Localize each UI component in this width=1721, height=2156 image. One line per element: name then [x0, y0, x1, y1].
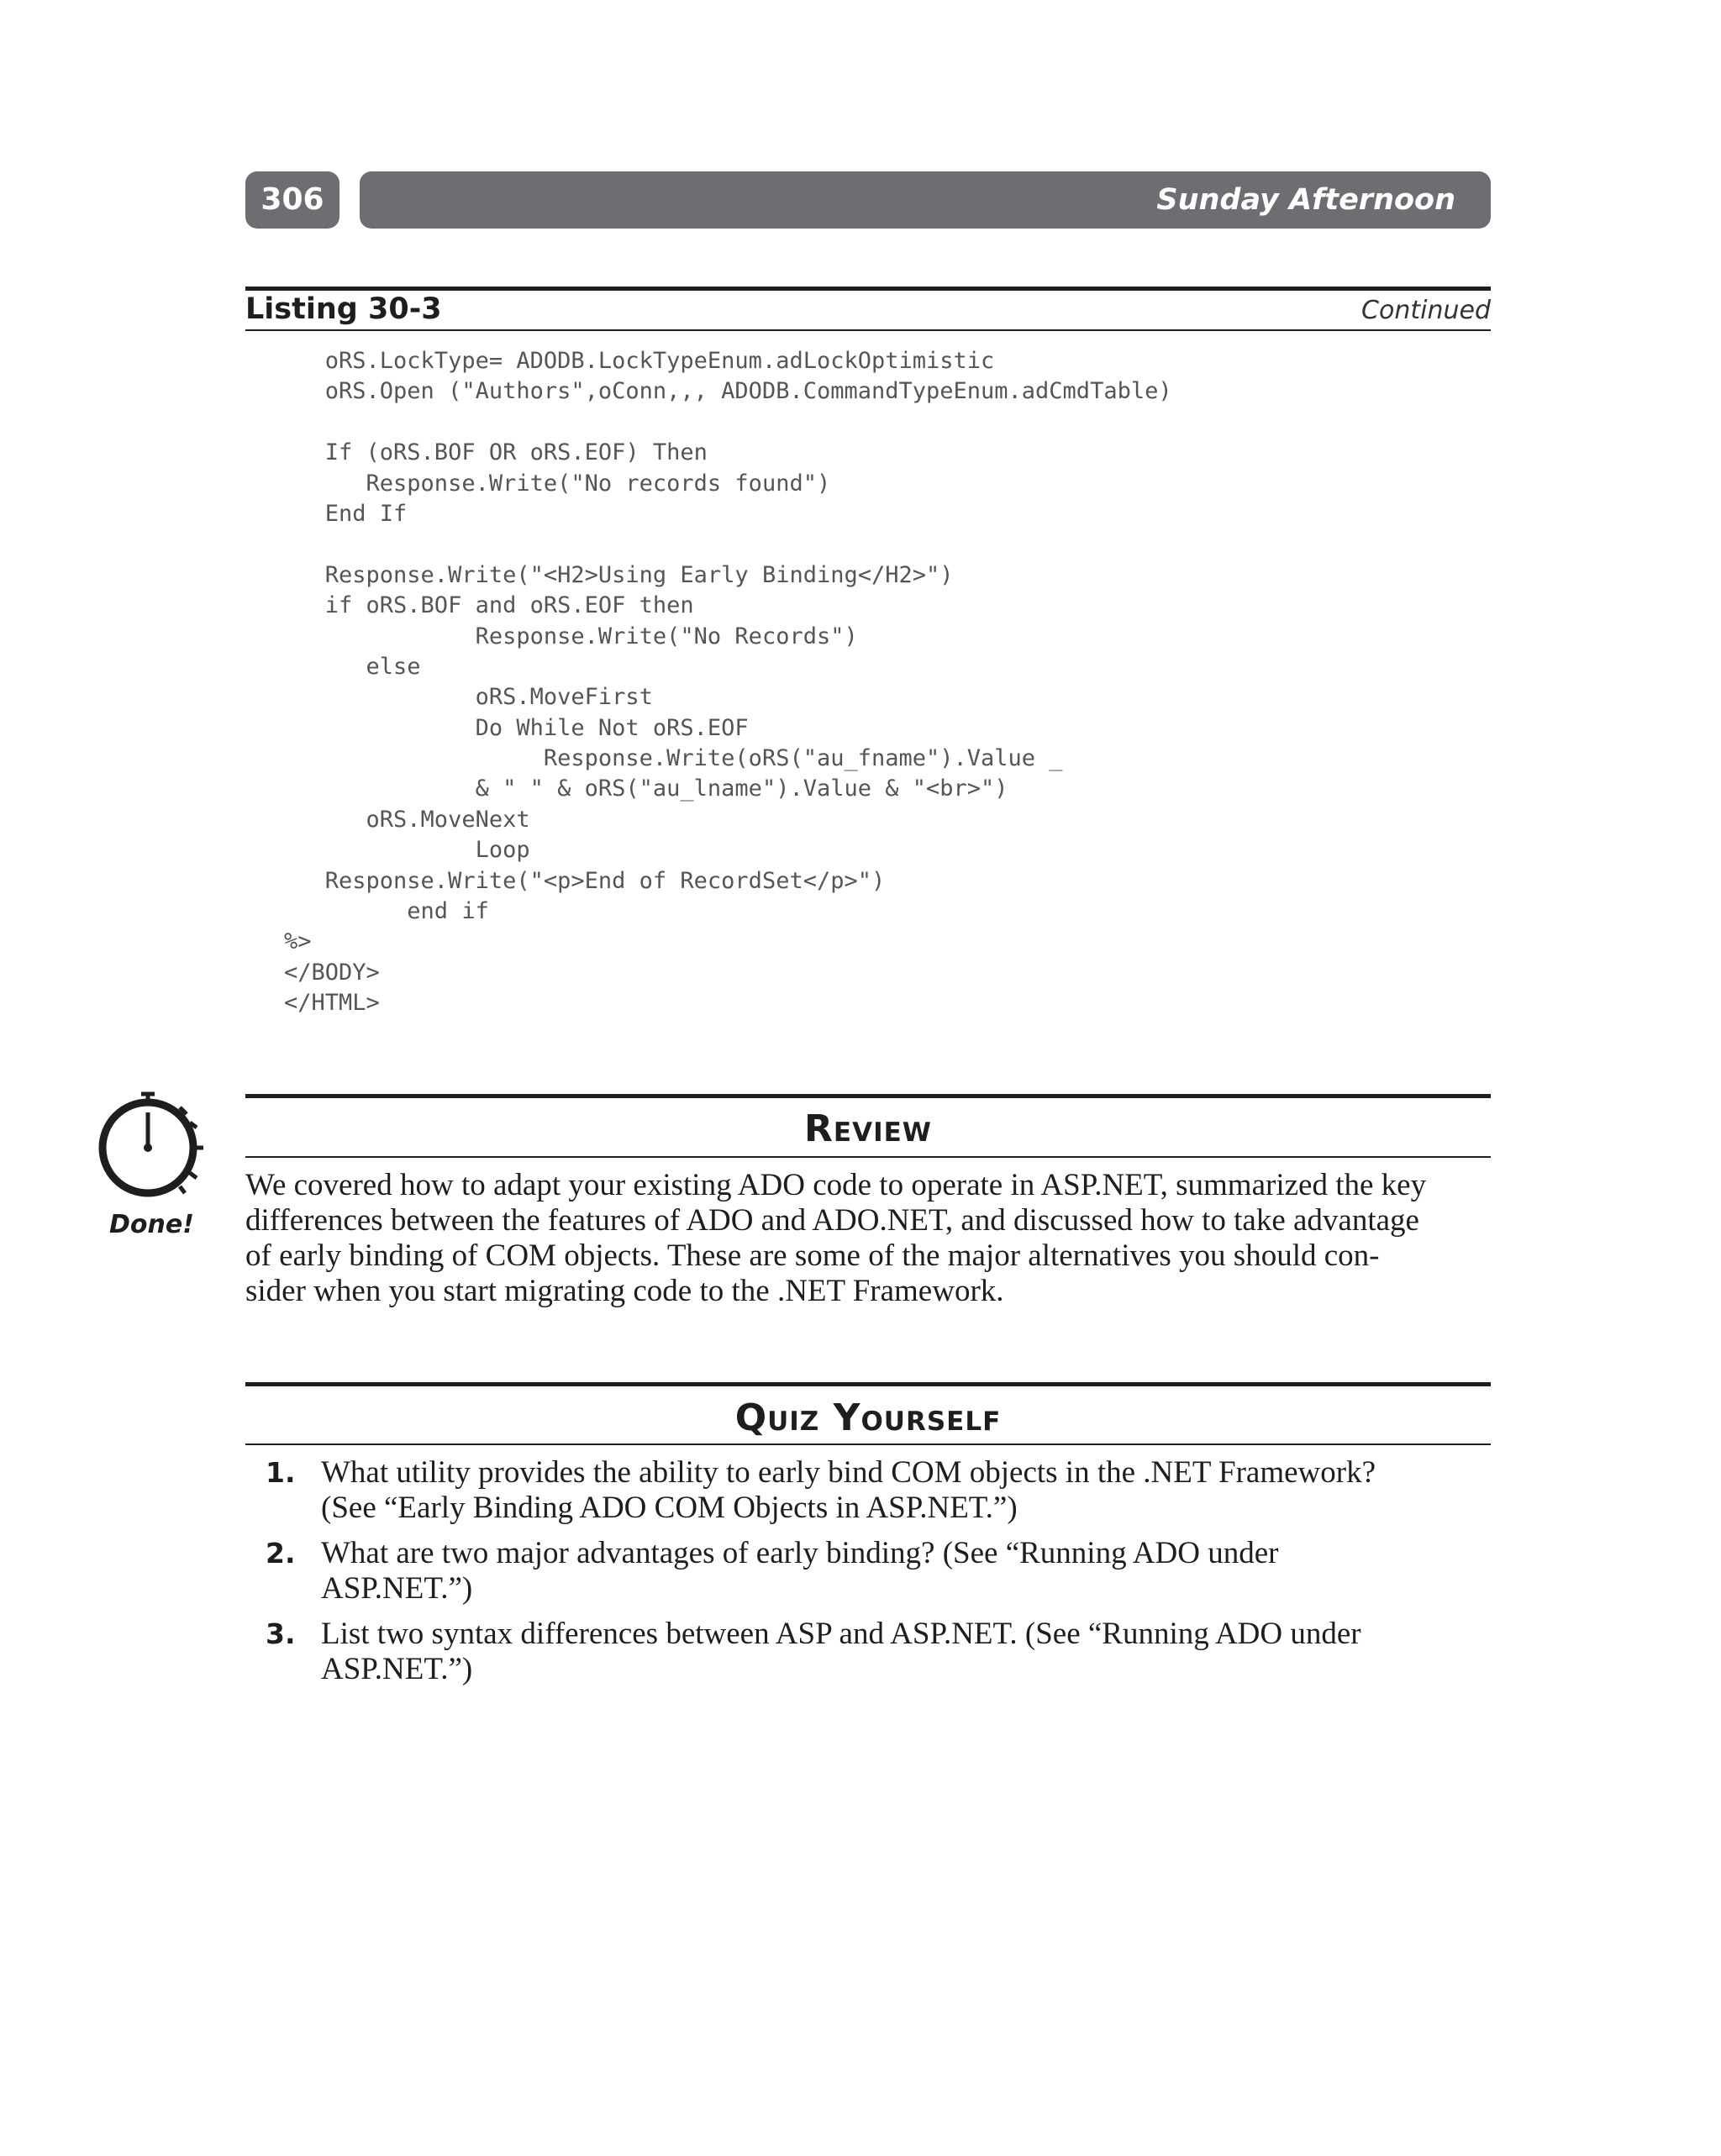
code-line: Response.Write("No records found")	[284, 470, 831, 497]
code-line: oRS.MoveFirst	[284, 684, 653, 711]
code-line: </HTML>	[284, 990, 380, 1017]
review-line: of early binding of COM objects. These are some of the major alternatives you should con-	[245, 1238, 1380, 1273]
code-line: Loop	[284, 837, 530, 864]
quiz-question	[245, 1455, 1491, 1526]
quiz-question-text: List two syntax differences between ASP and ASP.NET. (See “Running ADO under	[321, 1617, 1361, 1651]
quiz-heading: Quiz Yourself	[734, 1396, 1002, 1439]
code-line: Response.Write("<H2>Using Early Binding</H2>")	[284, 561, 954, 588]
code-line: else	[284, 653, 421, 680]
quiz-number: 1.	[266, 1456, 296, 1489]
code-line: %>	[284, 928, 312, 955]
page-number: 306	[245, 171, 339, 229]
review-heading-rule	[245, 1156, 1491, 1158]
quiz-number: 3.	[266, 1617, 296, 1650]
review-paragraph	[245, 1168, 1491, 1309]
code-line: Response.Write(oRS("au_fname").Value _	[284, 745, 1063, 772]
code-line: End If	[284, 500, 408, 527]
review-line: We covered how to adapt your existing ADO code to operate in ASP.NET, summarized the key	[245, 1168, 1427, 1202]
code-line	[284, 408, 1172, 438]
quiz-question-reference: ASP.NET.”)	[321, 1571, 473, 1606]
code-line: If (oRS.BOF OR oRS.EOF) Then	[284, 439, 708, 466]
code-listing	[284, 346, 1172, 1019]
quiz-question-reference: (See “Early Binding ADO COM Objects in ASP.NET.”)	[321, 1491, 1018, 1525]
quiz-question	[245, 1536, 1491, 1606]
code-line: Response.Write("<p>End of RecordSet</p>")	[284, 867, 886, 894]
running-header: Sunday Afternoon	[360, 171, 1491, 229]
code-line: oRS.Open ("Authors",oConn,,, ADODB.CommandTypeEnum.adCmdTable)	[284, 378, 1172, 405]
code-line: Response.Write("No Records")	[284, 623, 858, 649]
quiz-top-rule	[245, 1382, 1491, 1386]
code-line: Do While Not oRS.EOF	[284, 714, 749, 741]
quiz-question	[245, 1617, 1491, 1687]
quiz-question-reference: ASP.NET.”)	[321, 1652, 473, 1686]
code-line: end if	[284, 898, 489, 925]
review-line: differences between the features of ADO and ADO.NET, and discussed how to take advantage	[245, 1203, 1419, 1238]
code-line	[284, 529, 1172, 560]
done-label: Done!	[109, 1210, 194, 1239]
listing-title: Listing 30-3	[245, 292, 442, 326]
listing-continued: Continued	[1361, 296, 1491, 325]
code-line: if oRS.BOF and oRS.EOF then	[284, 592, 694, 619]
listing-bottom-rule	[245, 329, 1491, 331]
review-top-rule	[245, 1094, 1491, 1098]
code-line: oRS.MoveNext	[284, 806, 530, 833]
code-line: </BODY>	[284, 959, 380, 986]
code-line: oRS.LockType= ADODB.LockTypeEnum.adLockOptimistic	[284, 348, 995, 374]
review-heading: Review	[804, 1107, 932, 1150]
quiz-number: 2.	[266, 1537, 296, 1570]
quiz-question-text: What are two major advantages of early binding? (See “Running ADO under	[321, 1536, 1279, 1570]
clock-icon	[96, 1091, 207, 1202]
review-line: sider when you start migrating code to the .NET Framework.	[245, 1274, 1004, 1308]
quiz-heading-rule	[245, 1443, 1491, 1445]
quiz-question-text: What utility provides the ability to early bind COM objects in the .NET Framework?	[321, 1455, 1376, 1490]
quiz-list	[245, 1455, 1491, 1697]
code-line: & " " & oRS("au_lname").Value & "<br>")	[284, 776, 1008, 802]
